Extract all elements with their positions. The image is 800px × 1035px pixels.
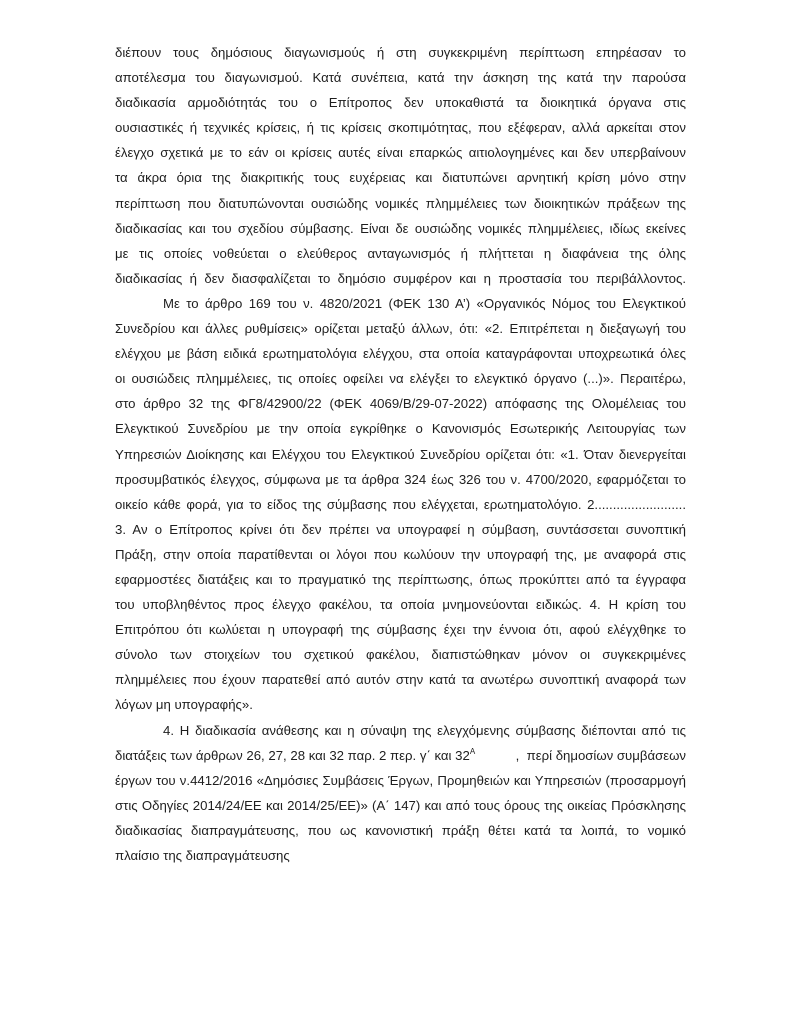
paragraph-p2 bbox=[115, 291, 686, 718]
text-line: 3. Αν ο Επίτροπος κρίνει ότι δεν πρέπει να υπογραφεί η σύμβαση, συντάσσεται συνοπτική bbox=[115, 521, 686, 537]
text-line: με τις οποίες νοθεύεται ο ελεύθερος ανταγωνισμός ή πλήττεται η διαφάνεια της όλης bbox=[115, 245, 686, 261]
text-line: εφαρμοστέες διατάξεις και το πραγματικό της περίπτωσης, όπως προκύπτει από τα έγγραφα bbox=[115, 571, 686, 587]
text-line: αποτέλεσμα του διαγωνισμού. Κατά συνέπεια, κατά την άσκηση της κατά την παρούσα bbox=[115, 70, 686, 86]
text-line: διαδικασίας και του σχεδίου σύμβασης. Είναι δε ουσιώδης νομικές πλημμέλειες, ιδίως εκείνες bbox=[115, 220, 686, 236]
text-line: Ελεγκτικού Συνεδρίου με την οποία εγκρίθηκε ο Κανονισμός Εσωτερικής Λειτουργίας των bbox=[115, 421, 686, 437]
text-line: λόγων μη υπογραφής». bbox=[115, 697, 253, 713]
text-line: 4. Η διαδικασία ανάθεσης και η σύναψη της ελεγχόμενης σύμβασης διέπονται από τις bbox=[163, 722, 686, 738]
text-line: Επιτρόπου ότι κωλύεται η υπογραφή της σύμβασης έχει την έννοια ότι, αφού ελέγχθηκε το bbox=[115, 622, 686, 638]
text-line bbox=[115, 743, 686, 768]
text-line: ελέγχου με βάση ειδικά ερωτηματολόγια ελέγχου, στα οποία καταγράφονται υποχρεωτικά όλες bbox=[115, 346, 686, 362]
text-line: Με το άρθρο 169 του ν. 4820/2021 (ΦΕΚ 130 Α’) «Οργανικός Νόμος του Ελεγκτικού bbox=[163, 295, 686, 311]
text-line: τα άκρα όρια της διακριτικής τους ευχέρειας και διατυπώνει αρνητική κρίση μόνο στην bbox=[115, 170, 686, 186]
text-line: Συνεδρίου και άλλες ρυθμίσεις» ορίζεται μεταξύ άλλων, ότι: «2. Επιτρέπεται η διεξαγωγή του bbox=[115, 321, 686, 337]
text-line: στις Οδηγίες 2014/24/ΕΕ και 2014/25/ΕΕ)» (Α΄ 147) και από τους όρους της οικείας Πρόσκλησης bbox=[115, 797, 686, 813]
text-line: διαδικασίας ή δεν διασφαλίζεται το δημόσιο συμφέρον και η προστασία του περιβάλλοντος. bbox=[115, 270, 686, 286]
text-line: έργων του ν.4412/2016 «Δημόσιες Συμβάσεις Έργων, Προμηθειών και Υπηρεσιών (προσαρμογή bbox=[115, 772, 686, 788]
text-line: ουσιαστικές ή τεχνικές κρίσεις, ή τις κρίσεις σκοπιμότητας, που εξέφεραν, αλλά αρκείται στον bbox=[115, 120, 686, 136]
document-page bbox=[115, 40, 686, 868]
paragraph-p1 bbox=[115, 40, 686, 291]
text-line: Πράξη, στην οποία παρατίθενται οι λόγοι που κωλύουν την υπογραφή της, με αναφορά στις bbox=[115, 546, 686, 562]
text-line-end: , περί δημοσίων συμβάσεων bbox=[515, 747, 686, 763]
text-line: προσυμβατικός έλεγχος, σύμφωνα με τα άρθρα 324 έως 326 του ν. 4700/2020, εφαρμόζεται το bbox=[115, 471, 686, 487]
superscript: Α bbox=[469, 746, 476, 756]
text-line: Υπηρεσιών Διοίκησης και Ελέγχου του Ελεγκτικού Συνεδρίου ορίζεται ότι: «1. Όταν διενεργείται bbox=[115, 446, 686, 462]
text-line-start bbox=[115, 743, 475, 768]
paragraph-p3 bbox=[115, 718, 686, 869]
text-line: διαδικασία αρμοδιότητάς του ο Επίτροπος δεν υποκαθιστά τα διοικητικά όργανα στις bbox=[115, 95, 686, 111]
text-line: διέπουν τους δημόσιους διαγωνισμούς ή στη συγκεκριμένη περίπτωση επηρέασαν το bbox=[115, 45, 686, 60]
text-line: πλαίσιο της διαπραγμάτευσης bbox=[115, 848, 290, 863]
text-line: στο άρθρο 32 της ΦΓ8/42900/22 (ΦΕΚ 4069/Β/29-07-2022) απόφασης της Ολομέλειας του bbox=[115, 396, 686, 412]
text-line: έλεγχο σχετικά με το εάν οι κρίσεις αυτές είναι επαρκώς αιτιολογημένες και δεν υπερβαίνουν bbox=[115, 145, 686, 161]
text-line: οι ουσιώδεις πλημμέλειες, τις οποίες οφείλει να ελέγξει το ελεγκτικό όργανο (...)». Περαιτέρω, bbox=[115, 371, 686, 387]
text-line: του υποβληθέντος προς έλεγχο φακέλου, τα οποία μνημονεύονται ειδικώς. 4. Η κρίση του bbox=[115, 597, 686, 613]
text-segment: διατάξεις των άρθρων 26, 27, 28 και 32 παρ. 2 περ. γ΄ και 32 bbox=[115, 747, 470, 763]
text-line: διαδικασίας διαπραγμάτευσης, που ως κανονιστική πράξη θέτει κατά τα λοιπά, το νομικό bbox=[115, 822, 686, 838]
text-line: οικείο κάθε φορά, για το είδος της σύμβασης που ελέγχεται, ερωτηματολόγιο. 2......................... bbox=[115, 496, 686, 512]
text-line: περίπτωση που διατυπώνονται ουσιώδης νομικές πλημμέλειες των διοικητικών πράξεων της bbox=[115, 195, 686, 211]
text-line: πλημμέλειες που έχουν παρατεθεί από αυτόν στην κατά τα ανωτέρω συνοπτική αναφορά των bbox=[115, 672, 686, 688]
text-line: σύνολο των στοιχείων του σχετικού φακέλου, διαπιστώθηκαν μόνον οι συγκεκριμένες bbox=[115, 647, 686, 663]
